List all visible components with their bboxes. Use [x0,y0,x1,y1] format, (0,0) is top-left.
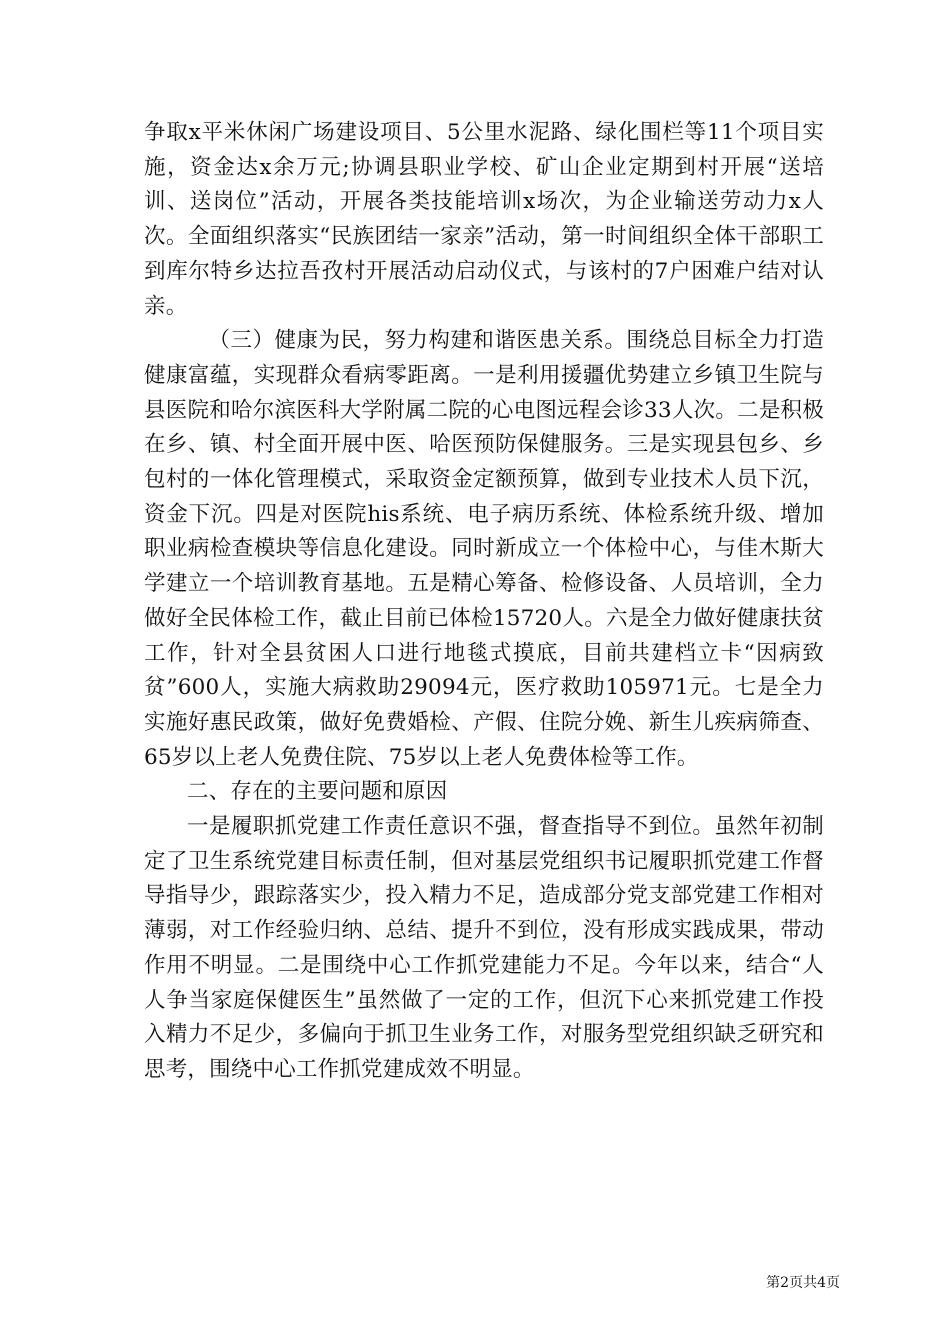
paragraph-health-section: （三）健康为民，努力构建和谐医患关系。围绕总目标全力打造健康富蕴，实现群众看病零距离。一是利用援疆优势建立乡镇卫生院与县医院和哈尔滨医科大学附属二院的心电图远程会诊33人次。二是积极在乡、镇、村全面开展中医、哈医预防保健服务。三是实现县包乡、乡包村的一体化管理模式，采取资金定额预算，做到专业技术人员下沉，资金下沉。四是对医院his系统、电子病历系统、体检系统升级、增加职业病检查模块等信息化建设。同时新成立一个体检中心，与佳木斯大学建立一个培训教育基地。五是精心筹备、检修设备、人员培训，全力做好全民体检工作，截止目前已体检15720人。六是全力做好健康扶贫工作，针对全县贫困人口进行地毯式摸底，目前共建档立卡“因病致贫”600人，实施大病救助29094元，医疗救助105971元。七是全力实施好惠民政策，做好免费婚检、产假、住院分娩、新生儿疾病筛查、65岁以上老人免费住院、75岁以上老人免费体检等工作。 [144,328,824,770]
page-number: 第2页共4页 [766,1275,840,1291]
paragraph-problems: 一是履职抓党建工作责任意识不强，督查指导不到位。虽然年初制定了卫生系统党建目标责任制，但对基层党组织书记履职抓党建工作督导指导少，跟踪落实少，投入精力不足，造成部分党支部党建工作相对薄弱，对工作经验归纳、总结、提升不到位，没有形成实践成果，带动作用不明显。二是围绕中心工作抓党建能力不足。今年以来，结合“人人争当家庭保健医生”虽然做了一定的工作，但沉下心来抓党建工作投入精力不足少，多偏向于抓卫生业务工作，对服务型党组织缺乏研究和思考，围绕中心工作抓党建成效不明显。 [144,814,824,1082]
section-heading-problems: 二、存在的主要问题和原因 [187,779,448,805]
paragraph-continued: 争取x平米休闲广场建设项目、5公里水泥路、绿化围栏等11个项目实施，资金达x余万元;协调县职业学校、矿山企业定期到村开展“送培训、送岗位”活动，开展各类技能培训x场次，为企业输送劳动力x人次。全面组织落实“民族团结一家亲”活动，第一时间组织全体干部职工到库尔特乡达拉吾孜村开展活动启动仪式，与该村的7户困难户结对认亲。 [144,120,824,319]
document-body [144,116,824,1088]
